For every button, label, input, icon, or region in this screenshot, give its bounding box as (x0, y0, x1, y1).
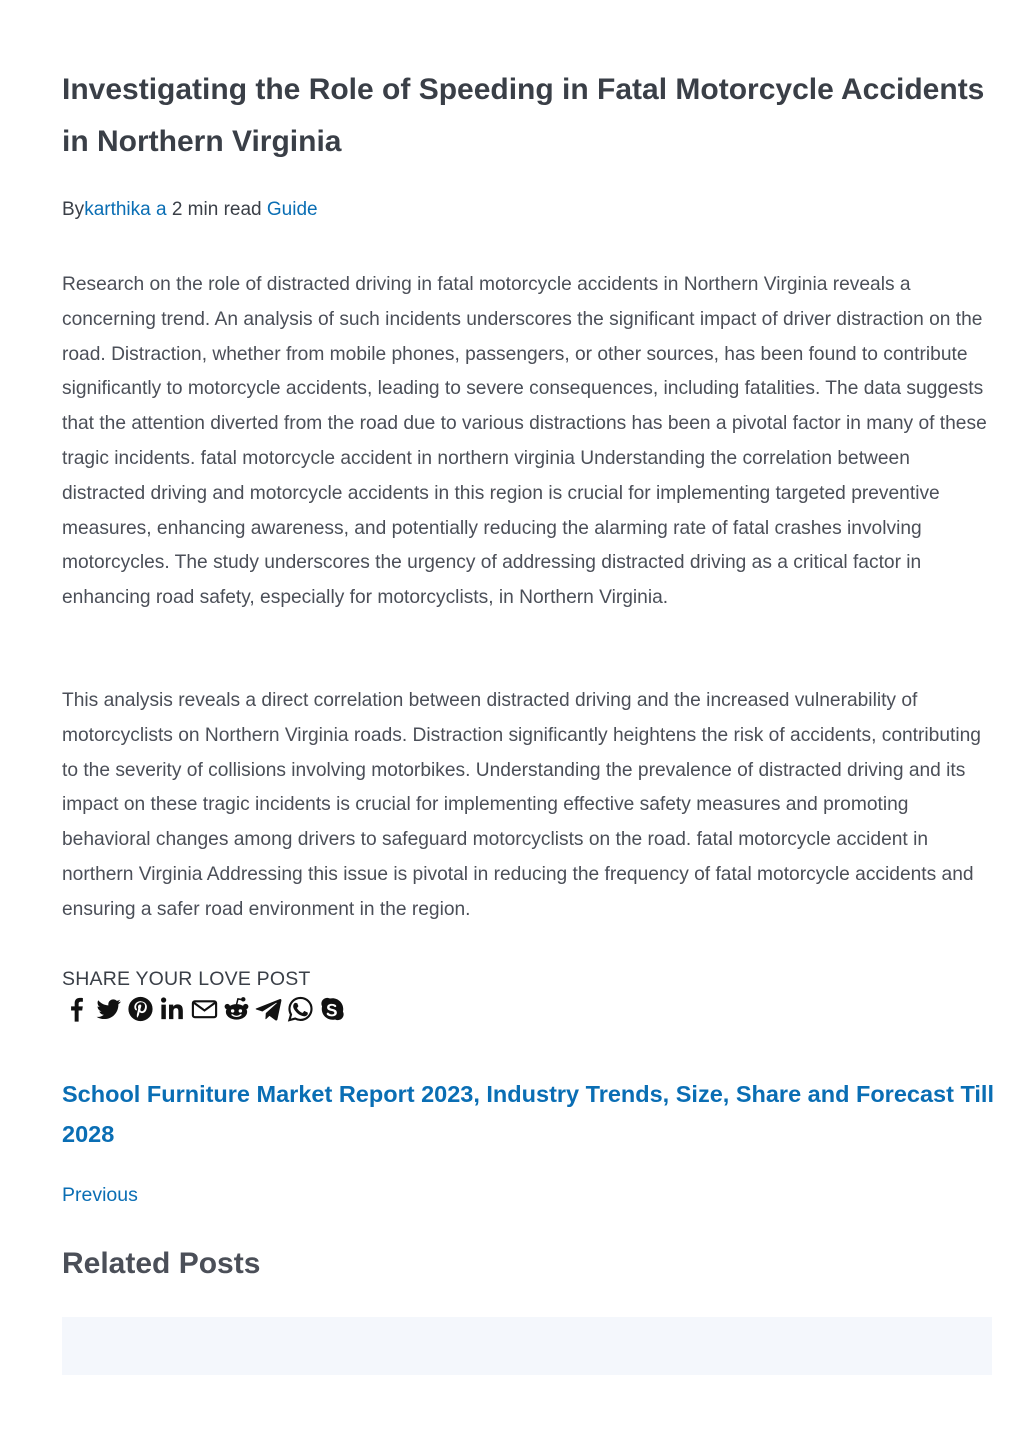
skype-icon[interactable] (318, 994, 347, 1024)
share-title: SHARE YOUR LOVE POST (62, 968, 311, 990)
twitter-icon[interactable] (94, 994, 123, 1024)
article-title: Investigating the Role of Speeding in Fatal Motorcycle Accidents in Northern Virginia (62, 73, 985, 158)
next-post-link[interactable]: School Furniture Market Report 2023, Industry Trends, Size, Share and Forecast Till 2028 (62, 1081, 994, 1147)
telegram-icon[interactable] (254, 994, 283, 1024)
facebook-icon[interactable] (62, 994, 91, 1024)
author-link[interactable]: karthika a (84, 199, 167, 220)
article-paragraph-2: This analysis reveals a direct correlation between distracted driving and the increased vulnerability of motorcyclists on Northern Virginia roads. Distraction significantly heightens the risk of accidents, contributing to the severity of collisions involving motorbikes. Understanding the prevalence of distracted driving and its impact on these tragic incidents is crucial for implementing effective safety measures and promoting behavioral changes among drivers to safeguard motorcyclists on the road. fatal motorcycle accident in northern Virginia Addressing this issue is pivotal in reducing the frequency of fatal motorcycle accidents and ensuring a safer road environment in the region. (62, 690, 981, 920)
whatsapp-icon[interactable] (286, 994, 315, 1024)
related-posts-container (62, 1317, 992, 1375)
article-paragraph-1: Research on the role of distracted driving in fatal motorcycle accidents in Northern Virginia reveals a concerning trend. An analysis of such incidents underscores the significant impact of driver distraction on the road. Distraction, whether from mobile phones, passengers, or other sources, has been found to contribute significantly to motorcycle accidents, leading to severe consequences, including fatalities. The data suggests that the attention diverted from the road due to various distractions has been a pivotal factor in many of these tragic incidents. fatal motorcycle accident in northern virginia Understanding the correlation between distracted driving and motorcycle accidents in this region is crucial for implementing targeted preventive measures, enhancing awareness, and potentially reducing the alarming rate of fatal crashes involving motorcycles. The study underscores the urgency of addressing distracted driving as a critical factor in enhancing road safety, especially for motorcyclists, in Northern Virginia. (62, 274, 987, 609)
previous-link[interactable]: Previous (62, 1184, 138, 1206)
category-link[interactable]: Guide (266, 199, 318, 220)
linkedin-icon[interactable] (158, 994, 187, 1024)
byline-prefix: By (62, 199, 85, 220)
email-icon[interactable] (190, 994, 219, 1024)
reddit-icon[interactable] (222, 994, 251, 1024)
read-time: 2 min read (166, 199, 267, 220)
article-meta (62, 197, 318, 223)
related-posts-title: Related Posts (62, 1247, 261, 1280)
share-icons (62, 994, 347, 1024)
pinterest-icon[interactable] (126, 994, 155, 1024)
